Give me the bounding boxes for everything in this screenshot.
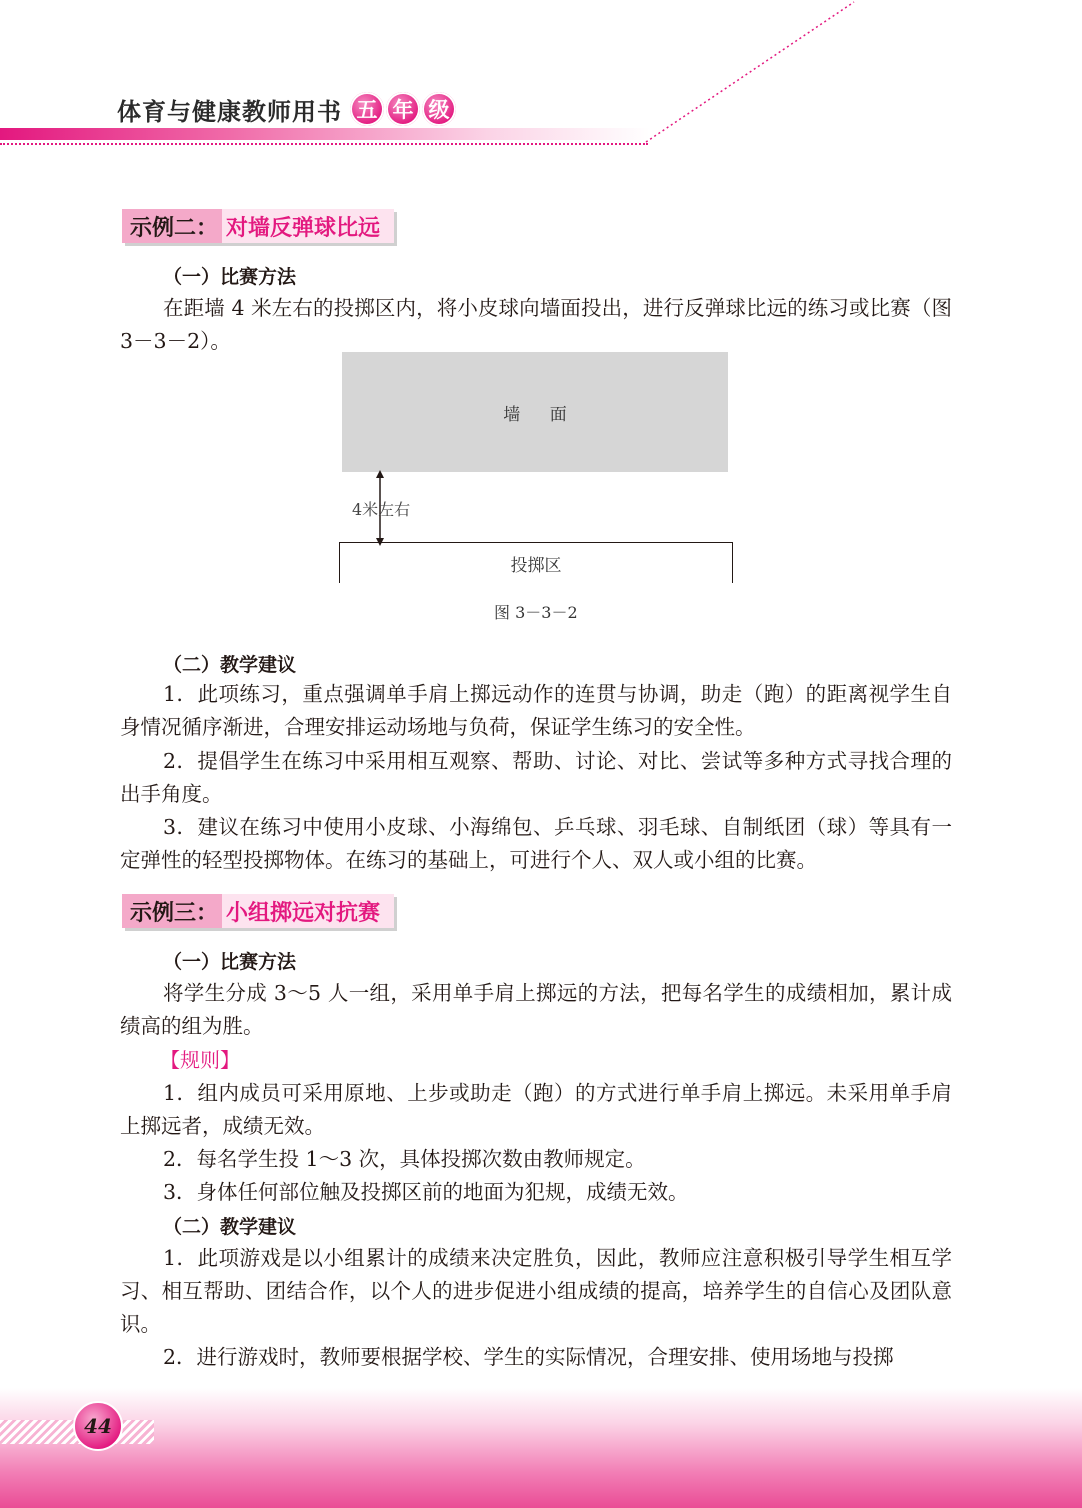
wall-label: 墙 面 <box>503 404 567 425</box>
example3-advice-1: 1．此项游戏是以小组累计的成绩来决定胜负，因此，教师应注意积极引导学生相互学习、相互帮助、团结合作，以个人的进步促进小组成绩的提高，培养学生的自信心及团队意识。 <box>120 1246 952 1336</box>
throwing-zone <box>339 542 733 583</box>
example3-title: 小组掷远对抗赛 <box>222 894 394 928</box>
example3-rule-2: 2．每名学生投 1～3 次，具体投掷次数由教师规定。 <box>163 1147 646 1171</box>
example3-method-heading: （一）比赛方法 <box>163 951 297 973</box>
example2-advice-3: 3．建议在练习中使用小皮球、小海绵包、乒乓球、羽毛球、自制纸团（球）等具有一定弹性的轻型投掷物体。在练习的基础上，可进行个人、双人或小组的比赛。 <box>120 815 952 872</box>
example2-title: 对墙反弹球比远 <box>222 209 394 243</box>
grade-badge <box>350 92 456 126</box>
example2-advice-1: 1．此项练习，重点强调单手肩上掷远动作的连贯与协调，助走（跑）的距离视学生自身情况循序渐进，合理安排运动场地与负荷，保证学生练习的安全性。 <box>120 682 952 739</box>
example2-advice-2: 2．提倡学生在练习中采用相互观察、帮助、讨论、对比、尝试等多种方式寻找合理的出手角度。 <box>120 749 952 806</box>
footer-band <box>0 1388 1082 1508</box>
example3-advice-heading: （二）教学建议 <box>163 1216 297 1238</box>
grade-char: 级 <box>422 92 456 126</box>
page-number: 44 <box>73 1401 123 1451</box>
figure-caption: 图 3－3－2 <box>494 603 578 622</box>
example2-method-heading: （一）比赛方法 <box>163 266 297 288</box>
throwing-zone-label: 投掷区 <box>510 555 562 576</box>
example3-rule-1: 1．组内成员可采用原地、上步或助走（跑）的方式进行单手肩上掷远。未采用单手肩上掷远者，成绩无效。 <box>120 1081 952 1138</box>
example2-banner <box>122 209 394 243</box>
example2-method-text: 在距墙 4 米左右的投掷区内，将小皮球向墙面投出，进行反弹球比远的练习或比赛（图 3－3－2）。 <box>120 296 952 353</box>
wall-box <box>342 352 728 472</box>
grade-char: 五 <box>350 92 384 126</box>
example2-label: 示例二： <box>122 209 222 243</box>
distance-label: 4米左右 <box>352 500 411 519</box>
book-title: 体育与健康教师用书 <box>117 97 342 126</box>
example3-label: 示例三： <box>122 894 222 928</box>
example3-banner <box>122 894 394 928</box>
rules-tag: 【规则】 <box>160 1048 240 1072</box>
header-bar <box>0 128 650 140</box>
example3-advice-2: 2．进行游戏时，教师要根据学校、学生的实际情况，合理安排、使用场地与投掷 <box>163 1345 894 1369</box>
example2-advice-heading: （二）教学建议 <box>163 654 297 676</box>
header-dotted-rule <box>0 143 648 145</box>
grade-char: 年 <box>386 92 420 126</box>
header-dotted-diagonal <box>640 0 860 146</box>
example3-method-text: 将学生分成 3～5 人一组，采用单手肩上掷远的方法，把每名学生的成绩相加，累计成绩高的组为胜。 <box>120 981 952 1038</box>
example3-rule-3: 3．身体任何部位触及投掷区前的地面为犯规，成绩无效。 <box>163 1180 689 1204</box>
